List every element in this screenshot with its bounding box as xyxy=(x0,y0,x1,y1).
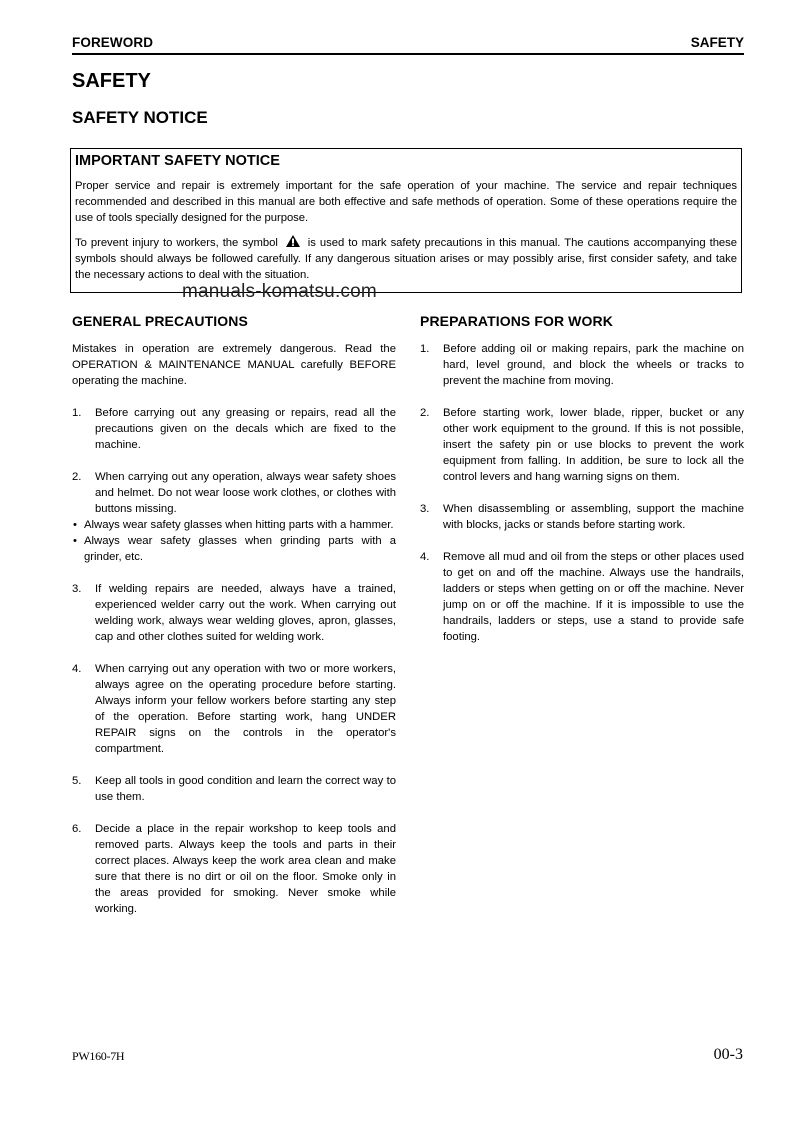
footer-page-number: 00-3 xyxy=(713,1046,743,1063)
list-item xyxy=(72,405,396,453)
page-header xyxy=(72,35,744,55)
bullet-item xyxy=(72,517,396,533)
list-item xyxy=(420,405,744,485)
header-topic-label: SAFETY xyxy=(690,35,744,50)
watermark-text: manuals-komatsu.com xyxy=(182,281,377,302)
list-text: Keep all tools in good condition and learn the correct way to use them. xyxy=(95,775,396,803)
list-text: Before carrying out any greasing or repairs, read all the precautions given on the decals which are fixed to the machine. xyxy=(95,407,396,451)
list-item xyxy=(420,341,744,389)
important-safety-notice-box xyxy=(70,148,742,293)
notice-paragraph-2-end: is used to mark safety precautions in this manual. The cautions accompanying these symbols should always be followed carefully. If any dangerous situation arises or may possibly arise, first consider safety, and take the necessary actions to deal with the situation. xyxy=(75,237,737,281)
general-precautions-column xyxy=(72,313,396,917)
general-precautions-title: GENERAL PRECAUTIONS xyxy=(72,313,248,329)
list-number: 2. xyxy=(72,471,82,483)
page-title: SAFETY xyxy=(72,70,151,92)
bullet-text: Always wear safety glasses when grinding parts with a grinder, etc. xyxy=(84,535,396,563)
notice-title: IMPORTANT SAFETY NOTICE xyxy=(75,153,280,169)
list-item xyxy=(72,773,396,805)
list-text: Decide a place in the repair workshop to keep tools and removed parts. Always keep the tools and parts in their correct places. Always keep the work area clean and make sure that there is no dirt or oil on the floor. Smoke only in the areas provided for smoking. Never smoke while working. xyxy=(95,823,396,915)
section-title: SAFETY NOTICE xyxy=(72,108,208,127)
list-item xyxy=(72,469,396,517)
notice-paragraph-2-start: To prevent injury to workers, the symbol xyxy=(75,237,278,249)
bullet-mark: • xyxy=(73,535,77,547)
list-text: If welding repairs are needed, always have a trained, experienced welder carry out the work. When carrying out welding work, always wear welding gloves, apron, glasses, cap and other clothes suited for welding work. xyxy=(95,583,396,643)
list-text: When disassembling or assembling, support the machine with blocks, jacks or stands before starting work. xyxy=(443,503,744,531)
list-number: 5. xyxy=(72,775,82,787)
header-section-label: FOREWORD xyxy=(72,35,154,50)
preparations-for-work-column xyxy=(420,313,744,645)
list-item xyxy=(72,821,396,917)
list-text: Before starting work, lower blade, ripper, bucket or any other work equipment to the ground. If this is not possible, insert the safety pin or use blocks to prevent the work equipment from falling. In addition, be sure to lock all the control levers and hang warning signs on them. xyxy=(443,407,744,483)
list-item xyxy=(72,581,396,645)
bullet-item xyxy=(72,533,396,565)
list-number: 4. xyxy=(420,551,430,563)
bullet-text: Always wear safety glasses when hitting parts with a hammer. xyxy=(84,519,394,531)
general-precautions-intro: Mistakes in operation are extremely dangerous. Read the OPERATION & MAINTENANCE MANUAL carefully BEFORE operating the machine. xyxy=(72,343,396,387)
list-item xyxy=(420,549,744,645)
list-number: 4. xyxy=(72,663,82,675)
warning-triangle-icon xyxy=(286,235,300,247)
footer-model: PW160-7H xyxy=(72,1049,125,1063)
notice-paragraph-2 xyxy=(75,235,737,283)
list-item xyxy=(420,501,744,533)
list-text: Remove all mud and oil from the steps or other places used to get on and off the machine. Always use the handrails, ladders or steps when getting on or off the machine. Never jump on or off the machine. If it is impossible to use the handrails, ladders or steps, use a stand to provide safe footing. xyxy=(443,551,744,643)
list-number: 1. xyxy=(72,407,82,419)
list-number: 6. xyxy=(72,823,82,835)
list-item xyxy=(72,661,396,757)
list-number: 3. xyxy=(72,583,82,595)
list-text: When carrying out any operation, always wear safety shoes and helmet. Do not wear loose work clothes, or clothes with buttons missing. xyxy=(95,471,396,515)
list-number: 3. xyxy=(420,503,430,515)
notice-paragraph-1: Proper service and repair is extremely important for the safe operation of your machine. The service and repair techniques recommended and described in this manual are both effective and safe methods of operation. Some of these operations require the use of tools specially designed for the purpose. xyxy=(75,180,737,224)
list-number: 2. xyxy=(420,407,430,419)
preparations-title: PREPARATIONS FOR WORK xyxy=(420,313,613,329)
list-text: When carrying out any operation with two or more workers, always agree on the operating procedure before starting. Always inform your fellow workers before starting any step of the operation. Before starting work, hang UNDER REPAIR signs on the controls in the operator's compartment. xyxy=(95,663,396,755)
list-text: Before adding oil or making repairs, park the machine on hard, level ground, and block the wheels or tracks to prevent the machine from moving. xyxy=(443,343,744,387)
list-number: 1. xyxy=(420,343,430,355)
bullet-mark: • xyxy=(73,519,77,531)
